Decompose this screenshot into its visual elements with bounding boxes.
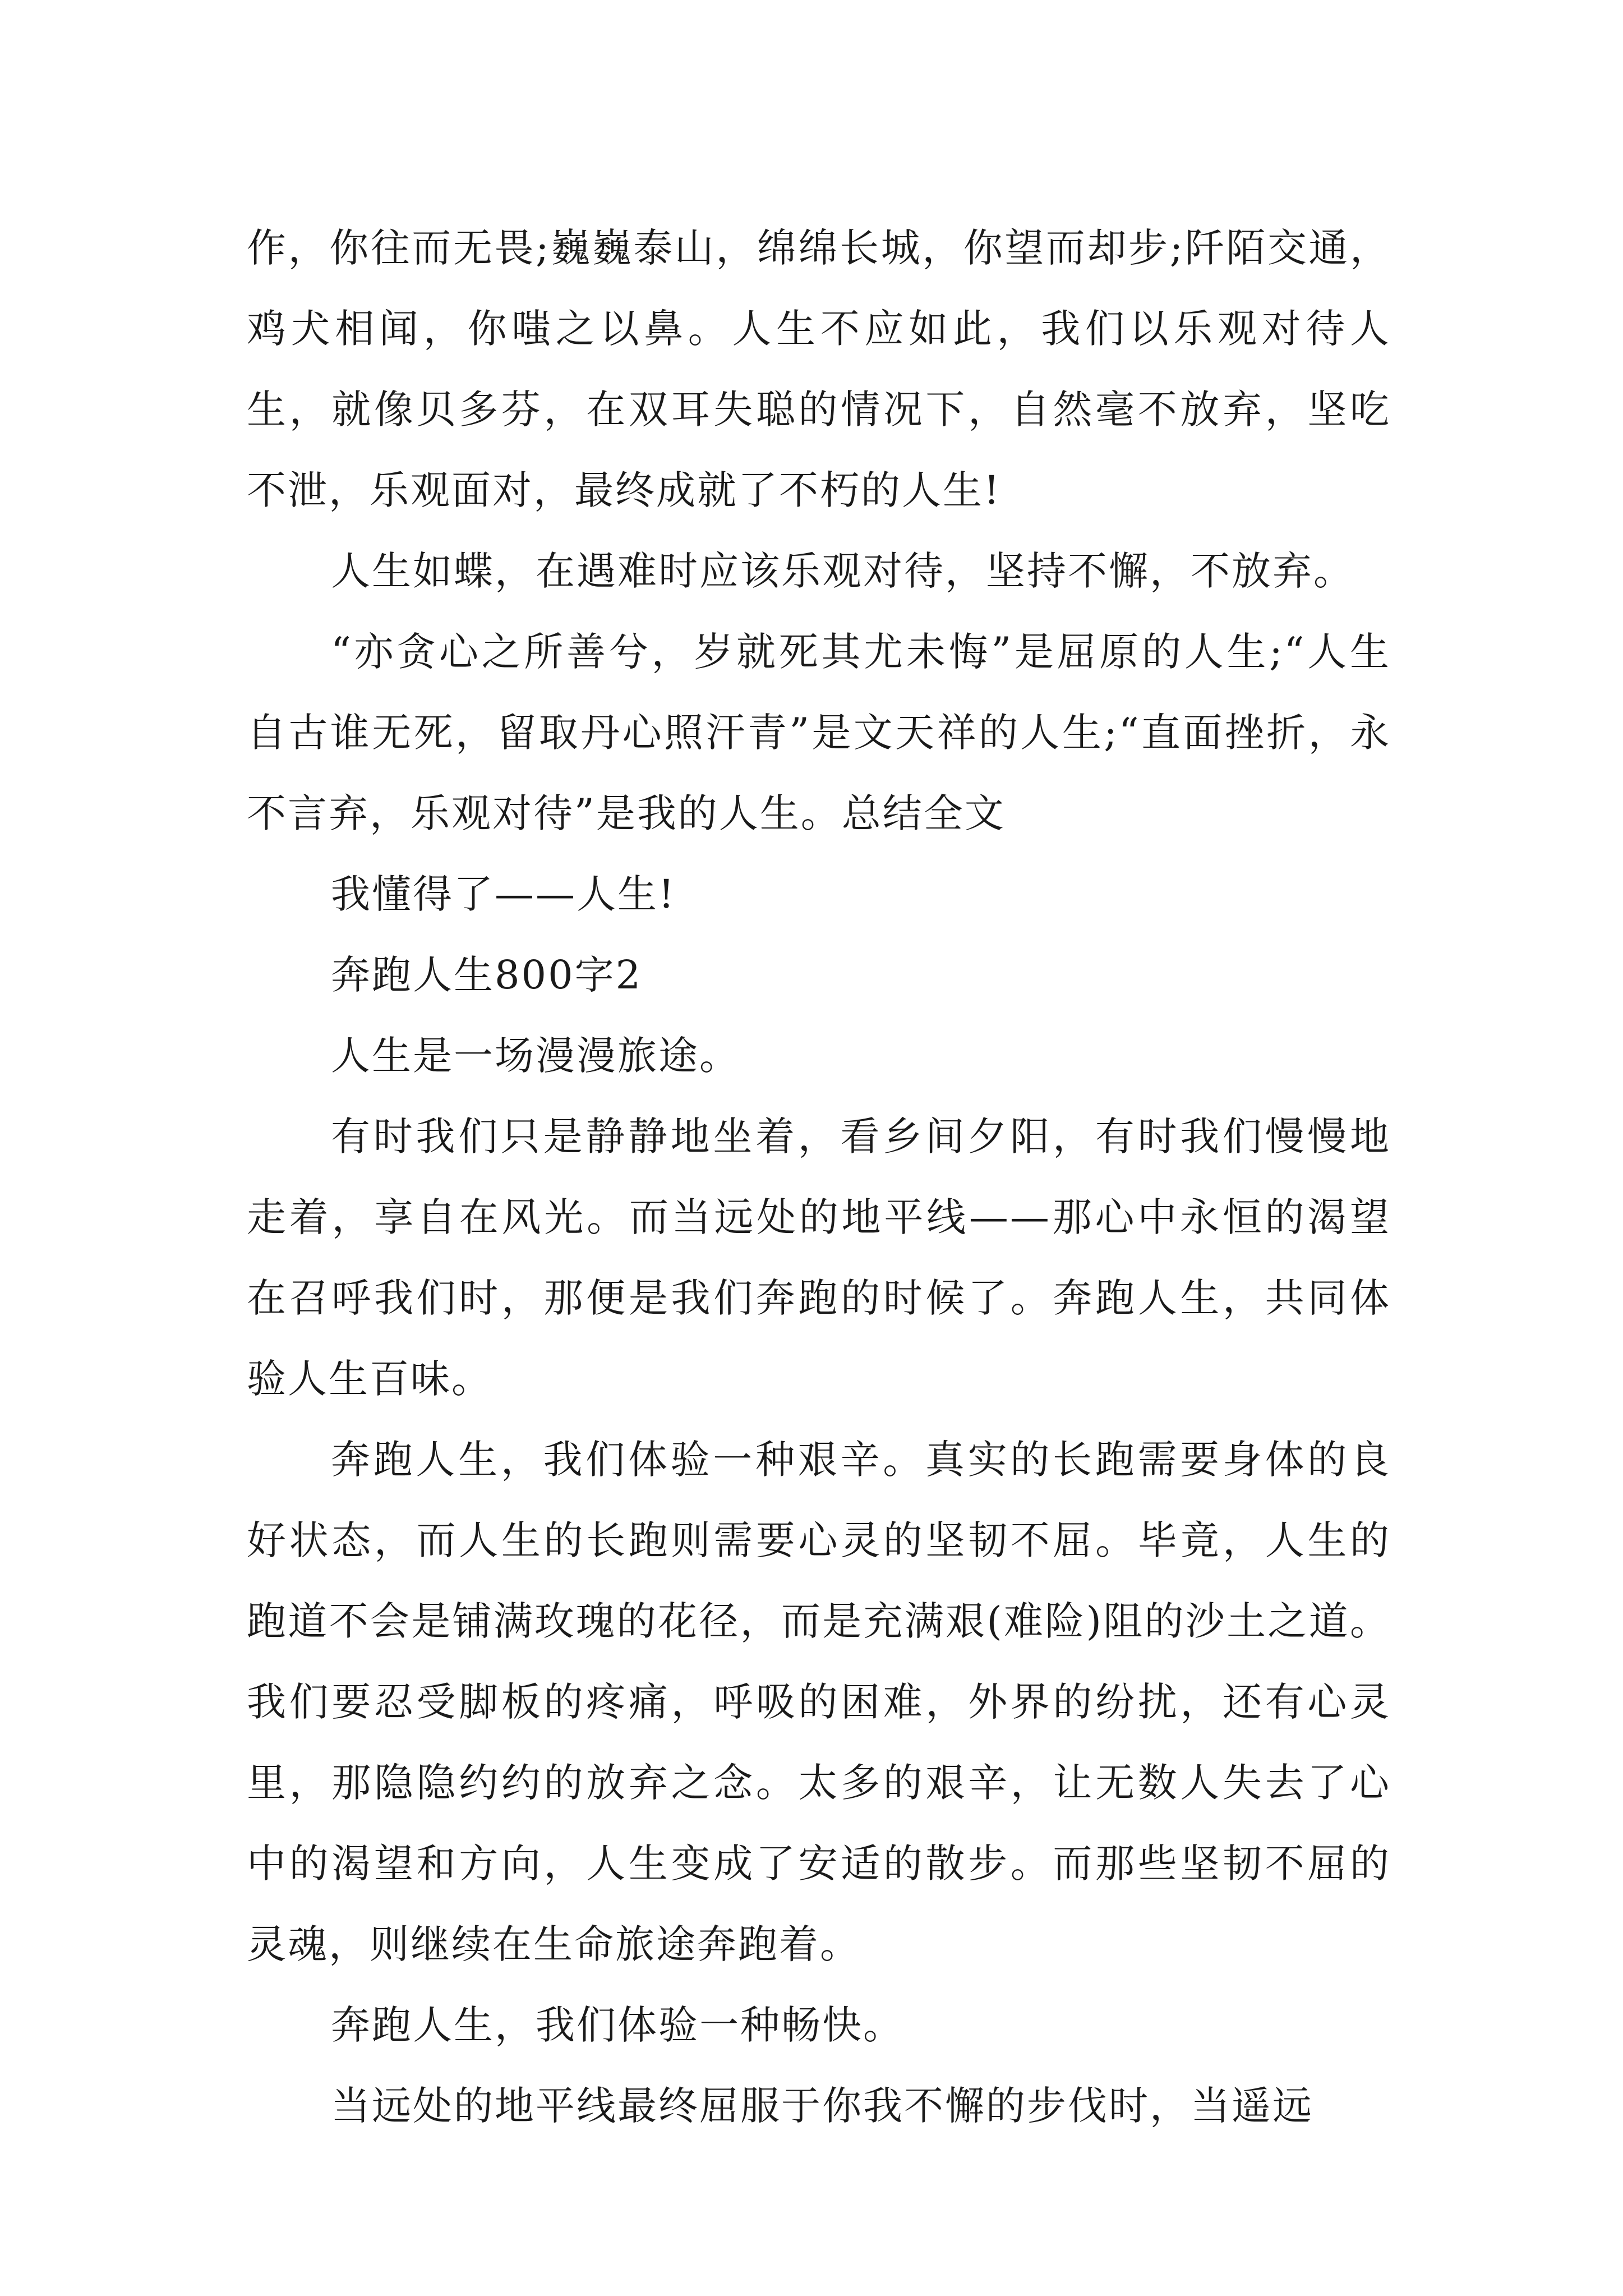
paragraph-1: 作，你往而无畏;巍巍泰山，绵绵长城，你望而却步;阡陌交通，鸡犬相闻，你嗤之以鼻。人生不应如此，我们以乐观对待人生，就像贝多芬，在双耳失聪的情况下，自然毫不放弃，坚吃不泄，乐观面对，最终成就了不朽的人生!	[247, 225, 1391, 513]
section-title: 奔跑人生800字2	[331, 952, 643, 998]
paragraph-8: 奔跑人生，我们体验一种艰辛。真实的长跑需要身体的良好状态，而人生的长跑则需要心灵的坚韧不屈。毕竟，人生的跑道不会是铺满玫瑰的花径，而是充满艰(难险)阻的沙土之道。我们要忍受脚板的疼痛，呼吸的困难，外界的纷扰，还有心灵里，那隐隐约约的放弃之念。太多的艰辛，让无数人失去了心中的渴望和方向，人生变成了安适的散步。而那些坚韧不屈的灵魂，则继续在生命旅途奔跑着。	[247, 1437, 1391, 1967]
paragraph-6: 人生是一场漫漫旅途。	[331, 1033, 740, 1079]
paragraph-10: 当远处的地平线最终屈服于你我不懈的步伐时，当遥远	[331, 2083, 1313, 2129]
paragraph-9: 奔跑人生，我们体验一种畅快。	[331, 2002, 904, 2048]
paragraph-4: 我懂得了——人生!	[331, 871, 676, 917]
paragraph-2: 人生如蝶，在遇难时应该乐观对待，坚持不懈，不放弃。	[331, 548, 1354, 594]
paragraph-7: 有时我们只是静静地坐着，看乡间夕阳，有时我们慢慢地走着，享自在风光。而当远处的地平线——那心中永恒的渴望在召呼我们时，那便是我们奔跑的时候了。奔跑人生，共同体验人生百味。	[247, 1114, 1391, 1402]
paragraph-3: “亦贪心之所善兮，岁就死其尤未悔”是屈原的人生;“人生自古谁无死，留取丹心照汗青”是文天祥的人生;“直面挫折，永不言弃，乐观对待”是我的人生。总结全文	[247, 629, 1391, 836]
document-body	[247, 208, 1391, 2146]
